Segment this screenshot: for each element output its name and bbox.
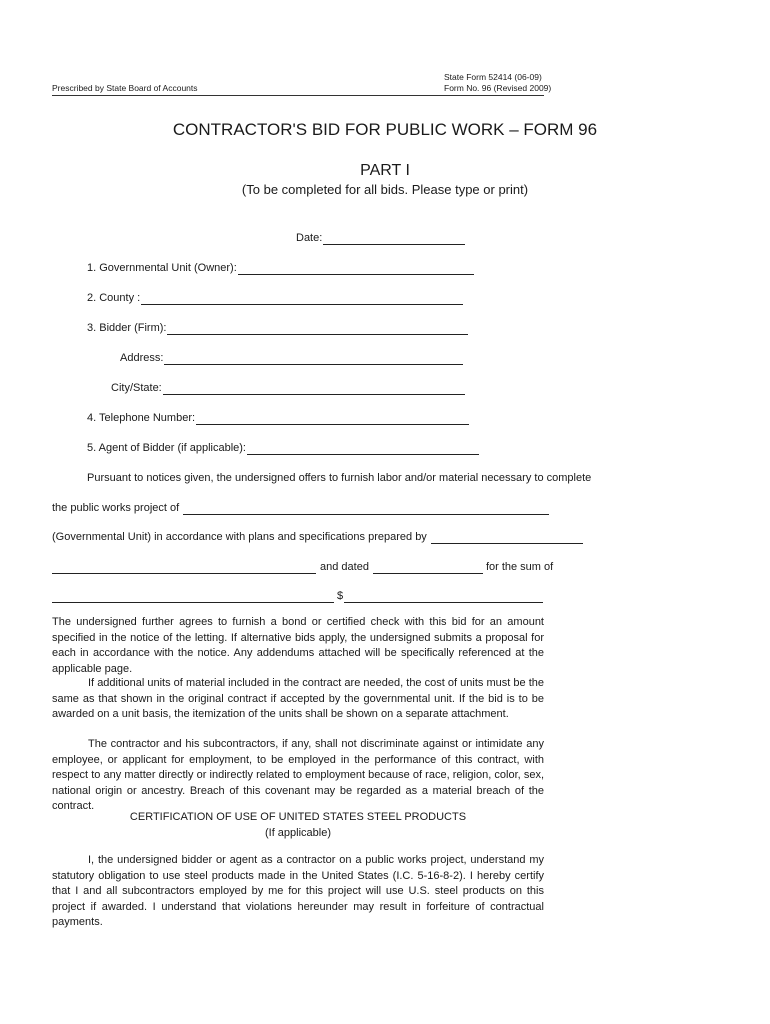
city-state-row [111, 381, 465, 395]
bidder-label: 3. Bidder (Firm): [87, 322, 167, 334]
prepared-by-field[interactable] [431, 532, 583, 544]
telephone-label: 4. Telephone Number: [87, 412, 196, 424]
header-rule [52, 95, 544, 96]
address-label: Address: [120, 352, 164, 364]
agent-field[interactable] [247, 443, 479, 455]
part-subtitle: (To be completed for all bids. Please type or print) [241, 182, 529, 197]
project-field[interactable] [183, 503, 549, 515]
agent-label: 5. Agent of Bidder (if applicable): [87, 442, 246, 454]
prepared-by-row [52, 530, 583, 544]
amount-field[interactable] [344, 591, 543, 603]
agent-row [87, 441, 479, 455]
governmental-unit-row [87, 261, 474, 275]
county-field[interactable] [141, 293, 463, 305]
gov-unit-label: (Governmental Unit) in accordance with plans and specifications prepared by [52, 531, 427, 543]
telephone-row [87, 411, 469, 425]
dollar-sign: $ [337, 590, 344, 602]
prescribed-by: Prescribed by State Board of Accounts [52, 83, 198, 93]
city-state-label: City/State: [111, 382, 162, 394]
project-row [52, 501, 549, 515]
for-sum-label: for the sum of [485, 561, 554, 573]
page-title: CONTRACTOR'S BID FOR PUBLIC WORK – FORM 96 [172, 120, 598, 139]
units-paragraph: If additional units of material included in the contract are needed, the cost of units must be the same as that shown in the original contract if accepted by the governmental unit. If the bid is to be awarded on a unit basis, the itemization of the units shall be shown on a separate attachment. [52, 677, 544, 721]
preparer-field[interactable] [52, 562, 316, 574]
bond-paragraph: The undersigned further agrees to furnish a bond or certified check with this bid for an amount specified in the notice of the letting. If alternative bids apply, the undersigned submits a proposal for each in accordance with the notice. Any addendums attached will be specifically referenced at the applicable page. [52, 616, 544, 675]
project-of-label: the public works project of [52, 502, 180, 514]
discrimination-paragraph: The contractor and his subcontractors, if any, shall not discriminate against or intimidate any employee, or applicant for employment, to be employed in the performance of this contract, with respect to any matter directly or indirectly related to employment because of race, religion, color, sex, national origin or ancestry. Breach of this covenant may be regarded as a material breach of the contract. [52, 738, 544, 813]
date-field[interactable] [323, 233, 465, 245]
address-field[interactable] [164, 353, 463, 365]
governmental-unit-label: 1. Governmental Unit (Owner): [87, 262, 237, 274]
certification-note: (If applicable) [264, 827, 332, 839]
form-number-state: State Form 52414 (06-09) [444, 72, 542, 82]
certification-heading: CERTIFICATION OF USE OF UNITED STATES STEEL PRODUCTS [129, 811, 467, 823]
governmental-unit-field[interactable] [238, 263, 474, 275]
dated-sum-row [52, 560, 553, 574]
date-row [296, 231, 465, 245]
bidder-row [87, 321, 468, 335]
pursuant-text: Pursuant to notices given, the undersigned offers to furnish labor and/or material necessary to complete [87, 472, 592, 484]
city-state-field[interactable] [163, 383, 465, 395]
telephone-field[interactable] [196, 413, 469, 425]
dated-field[interactable] [373, 562, 483, 574]
and-dated-label: and dated [320, 561, 369, 573]
form-number-revised: Form No. 96 (Revised 2009) [444, 83, 552, 93]
part-heading: PART I [360, 162, 410, 179]
bidder-field[interactable] [167, 323, 468, 335]
amount-row [52, 589, 543, 603]
county-row [87, 291, 463, 305]
amount-words-field[interactable] [52, 591, 334, 603]
county-label: 2. County : [87, 292, 141, 304]
address-row [120, 351, 463, 365]
steel-certification-paragraph: I, the undersigned bidder or agent as a contractor on a public works project, understand my statutory obligation to use steel products made in the United States (I.C. 5-16-8-2). I hereby certify that I and all subcontractors employed by me for this project will use U.S. steel products on this project if awarded. I understand that violations hereunder may result in forfeiture of contractual payments. [52, 854, 544, 929]
date-label: Date: [296, 232, 323, 244]
